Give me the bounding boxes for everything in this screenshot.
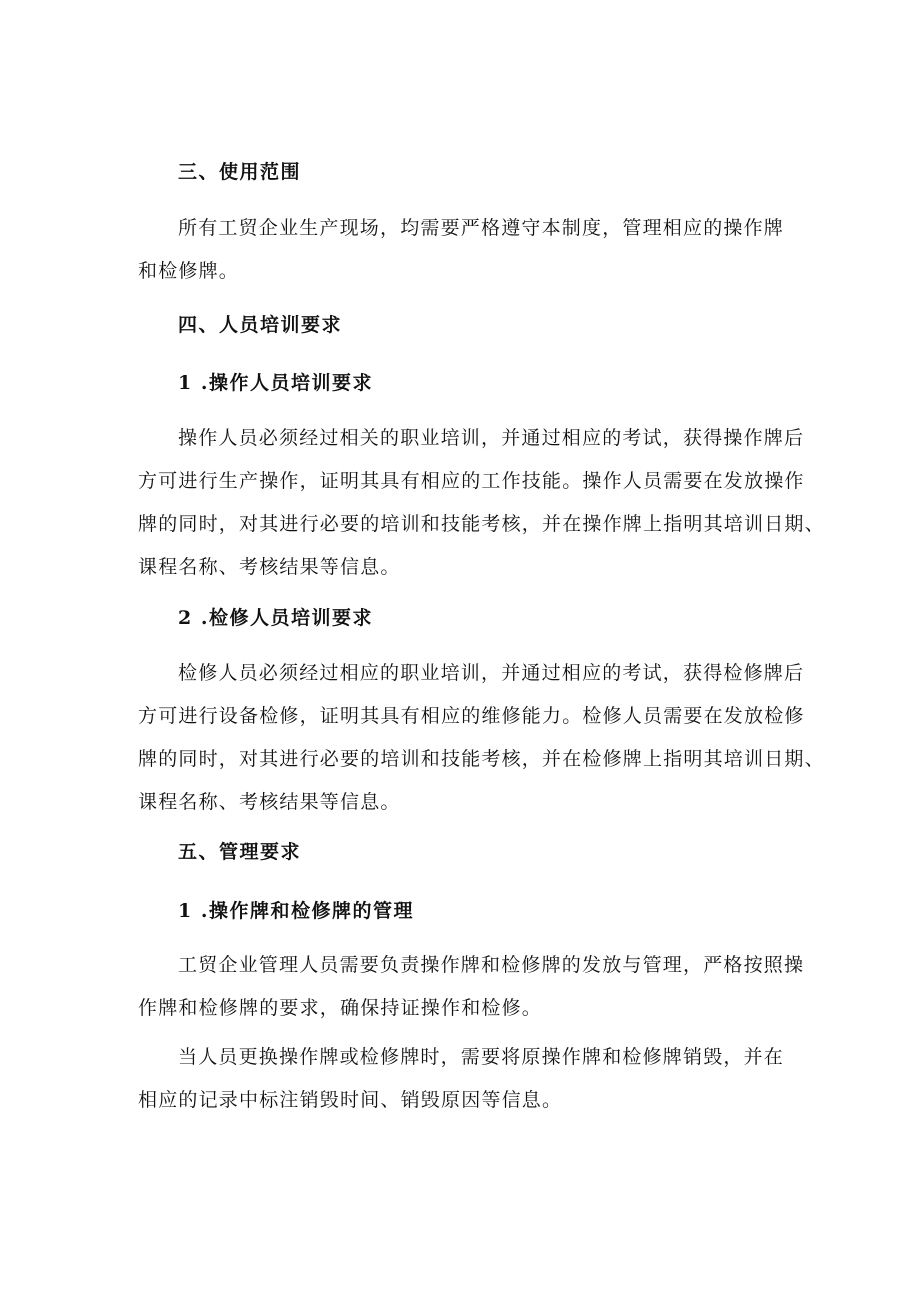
section-heading-scope: 三、使用范围 <box>178 161 302 183</box>
paragraph-line: 课程名称、考核结果等信息。 <box>138 791 401 813</box>
paragraph-line: 所有工贸企业生产现场，均需要严格遵守本制度，管理相应的操作牌 <box>178 217 785 239</box>
section-heading-training: 四、人员培训要求 <box>178 314 343 336</box>
paragraph-line: 检修人员必须经过相应的职业培训，并通过相应的考试，获得检修牌后 <box>178 662 805 684</box>
paragraph-line: 课程名称、考核结果等信息。 <box>138 556 401 578</box>
section-heading-management: 五、管理要求 <box>178 841 302 863</box>
paragraph-line: 当人员更换操作牌或检修牌时，需要将原操作牌和检修牌销毁，并在 <box>178 1046 785 1068</box>
paragraph-line: 作牌和检修牌的要求，确保持证操作和检修。 <box>138 997 543 1019</box>
paragraph-line: 工贸企业管理人员需要负责操作牌和检修牌的发放与管理，严格按照操 <box>178 954 805 976</box>
paragraph-tag-destruction <box>138 1036 798 1122</box>
paragraph-line: 和检修牌。 <box>138 260 240 282</box>
subheading-operator-training: 1 .操作人员培训要求 <box>178 372 373 394</box>
subheading-tag-management: 1 .操作牌和检修牌的管理 <box>178 900 414 922</box>
paragraph-line: 牌的同时，对其进行必要的培训和技能考核，并在检修牌上指明其培训日期、 <box>138 748 825 770</box>
paragraph-line: 方可进行生产操作，证明其具有相应的工作技能。操作人员需要在发放操作 <box>138 470 805 492</box>
paragraph-scope <box>138 207 798 293</box>
paragraph-line: 方可进行设备检修，证明其具有相应的维修能力。检修人员需要在发放检修 <box>138 705 805 727</box>
paragraph-line: 相应的记录中标注销毁时间、销毁原因等信息。 <box>138 1089 563 1111</box>
paragraph-line: 牌的同时，对其进行必要的培训和技能考核，并在操作牌上指明其培训日期、 <box>138 513 825 535</box>
paragraph-tag-management <box>138 944 805 1030</box>
paragraph-maintenance-training <box>138 652 825 824</box>
subheading-maintenance-training: 2 .检修人员培训要求 <box>178 607 373 629</box>
paragraph-operator-training <box>138 417 825 589</box>
paragraph-line: 操作人员必须经过相关的职业培训，并通过相应的考试，获得操作牌后 <box>178 427 805 449</box>
